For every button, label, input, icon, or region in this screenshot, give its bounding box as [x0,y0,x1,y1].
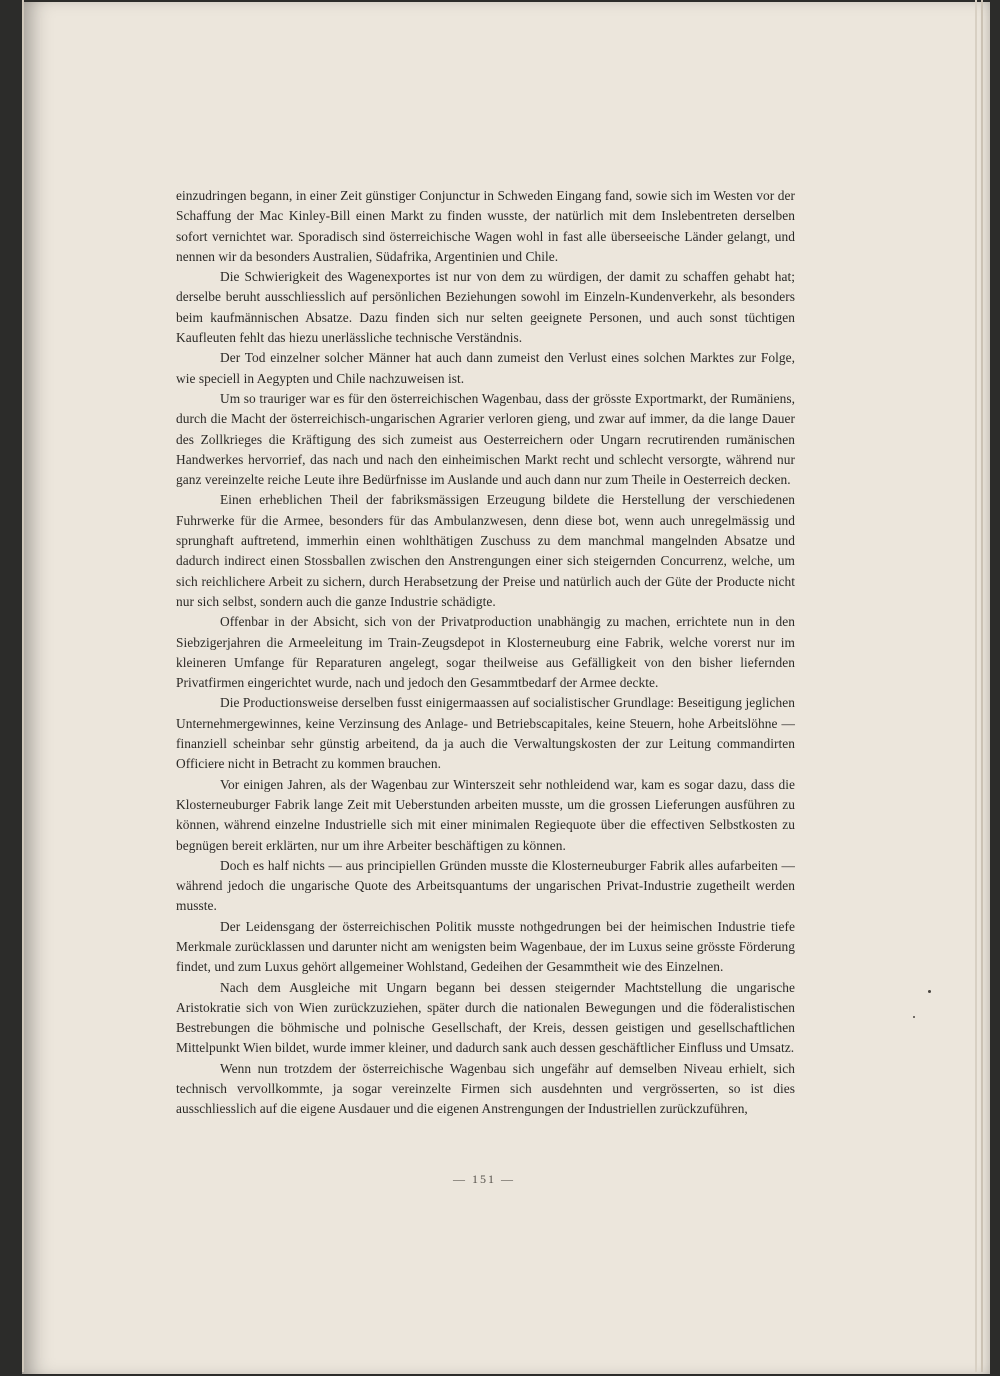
page-gutter-edge [22,0,24,1372]
paragraph: Der Tod einzelner solcher Männer hat auch dann zumeist den Verlust eines solchen Marktes zur Folge, wie speciell in Aegypten und Chile nachzuweisen ist. [176,350,795,386]
paragraph: Einen erheblichen Theil der fabriksmässigen Erzeugung bildete die Herstellung der verschiedenen Fuhrwerke für die Armee, besonders für das Ambulanzwesen, denn diese bot, wenn auch unregelmässig und sprunghaft auftretend, immerhin einen wohlthätigen Zuschuss zu dem manchmal mangelnden Absatze und dadurch indirect einen Stossballen zwischen den Anstrengungen einer sich steigernden Concurrenz, welche, um sich reichlichere Arbeit zu sichern, durch Herabsetzung der Preise und natürlich auch der Güte der Producte nicht nur sich selbst, sondern auch die ganze Industrie schädigte. [176,492,795,609]
paragraph: Um so trauriger war es für den österreichischen Wagenbau, dass der grösste Exportmarkt, der Rumäniens, durch die Macht der österreichisch-ungarischen Agrarier verloren gieng, und zwar auf immer, da die lange Dauer des Zollkrieges die Kräftigung des sich zumeist aus Oesterreichern oder Ungarn recrutirenden rumänischen Handwerkes hervorrief, das nach und nach den einheimischen Markt recht und schlecht versorgte, während nur ganz vereinzelte reiche Leute ihre Bedürfnisse im Auslande und auch dann nur zum Theile in Oesterreich decken. [176,390,795,488]
paragraph: Offenbar in der Absicht, sich von der Privatproduction unabhängig zu machen, errichtete nun in den Siebzigerjahren die Armeeleitung im Train-Zeugsdepot in Klosterneuburg eine Fabrik, welche vorerst nur im kleineren Umfange für Reparaturen angelegt, sogar theilweise aus Gefälligkeit von den bisher liefernden Privatfirmen eingerichtet wurde, nach und jedoch den Gesammtbedarf der Armee deckte. [176,614,795,691]
paragraph: Vor einigen Jahren, als der Wagenbau zur Winterszeit sehr nothleidend war, kam es sogar dazu, dass die Klosterneuburger Fabrik lange Zeit mit Ueberstunden arbeiten musste, um die grossen Lieferungen ausführen zu können, während einzelne Industrielle sich mit einer minimalen Regiequote über die effectiven Selbstkosten zu begnügen bereit erklärten, nur um ihre Arbeiter beschäftigen zu können. [176,776,795,853]
ink-speck [928,990,931,993]
body-text [176,186,795,1120]
page-number: — 151 — [453,1172,515,1186]
page-right-edge-outer [981,0,983,1372]
paragraph: Doch es half nichts — aus principiellen Gründen musste die Klosterneuburger Fabrik alles aufarbeiten — während jedoch die ungarische Quote des Arbeitsquantums der ungarischen Privat-Industrie zugetheilt werden musste. [176,857,795,914]
ink-speck [913,1016,915,1018]
paragraph: Die Schwierigkeit des Wagenexportes ist nur von dem zu würdigen, der damit zu schaffen gehabt hat; derselbe beruht ausschliesslich auf persönlichen Beziehungen sowohl im Einzeln-Kundenverkehr, als besonders beim kaufmännischen Absatze. Dazu finden sich nur selten geeignete Personen, und auch sonst tüchtigen Kaufleuten fehlt das hiezu unerlässliche technische Verständnis. [176,269,795,346]
paragraph: Der Leidensgang der österreichischen Politik musste nothgedrungen bei der heimischen Industrie tiefe Merkmale zurücklassen und darunter nicht am wenigsten beim Wagenbaue, der im Luxus seine grösste Förderung findet, und zum Luxus gehört allgemeiner Wohlstand, Gedeihen der Gesammtheit wie des Einzelnen. [176,918,795,975]
paragraph: Die Productionsweise derselben fusst einigermaassen auf socialistischer Grundlage: Beseitigung jeglichen Unternehmergewinnes, keine Verzinsung des Anlage- und Betriebscapitales, keine Steuern, hohe Arbeitslöhne — finanziell scheinbar sehr günstig arbeitend, da ja auch die Verwaltungskosten der zur Leitung commandirten Officiere nicht in Betracht zu kommen brauchen. [176,695,795,772]
paragraph: Wenn nun trotzdem der österreichische Wagenbau sich ungefähr auf demselben Niveau erhielt, sich technisch vervollkommte, ja sogar vereinzelte Firmen sich ausdehnten und vergrösserten, so ist dies ausschliesslich auf die eigene Ausdauer und die eigenen Anstrengungen der Industriellen zurückzuführen, [176,1060,795,1117]
page-right-edge [975,0,977,1372]
paragraph: einzudringen begann, in einer Zeit günstiger Conjunctur in Schweden Eingang fand, sowie sich im Westen vor der Schaffung der Mac Kinley-Bill einen Markt zu finden wusste, der natürlich mit dem Inslebentreten derselben sofort vernichtet war. Sporadisch sind österreichische Wagen wohl in fast alle überseeische Länder gelangt, und nennen wir da besonders Australien, Südafrika, Argentinien und Chile. [176,188,795,264]
paragraph: Nach dem Ausgleiche mit Ungarn begann bei dessen steigernder Machtstellung die ungarische Aristokratie sich von Wien zurückzuziehen, später durch die nationalen Bewegungen und die föderalistischen Bestrebungen die böhmische und polnische Gesellschaft, der Kreis, dessen geistigen und gesellschaftlichen Mittelpunkt Wien bildet, wurde immer kleiner, und dadurch sank auch dessen geschäftlicher Einfluss und Umsatz. [176,979,795,1056]
